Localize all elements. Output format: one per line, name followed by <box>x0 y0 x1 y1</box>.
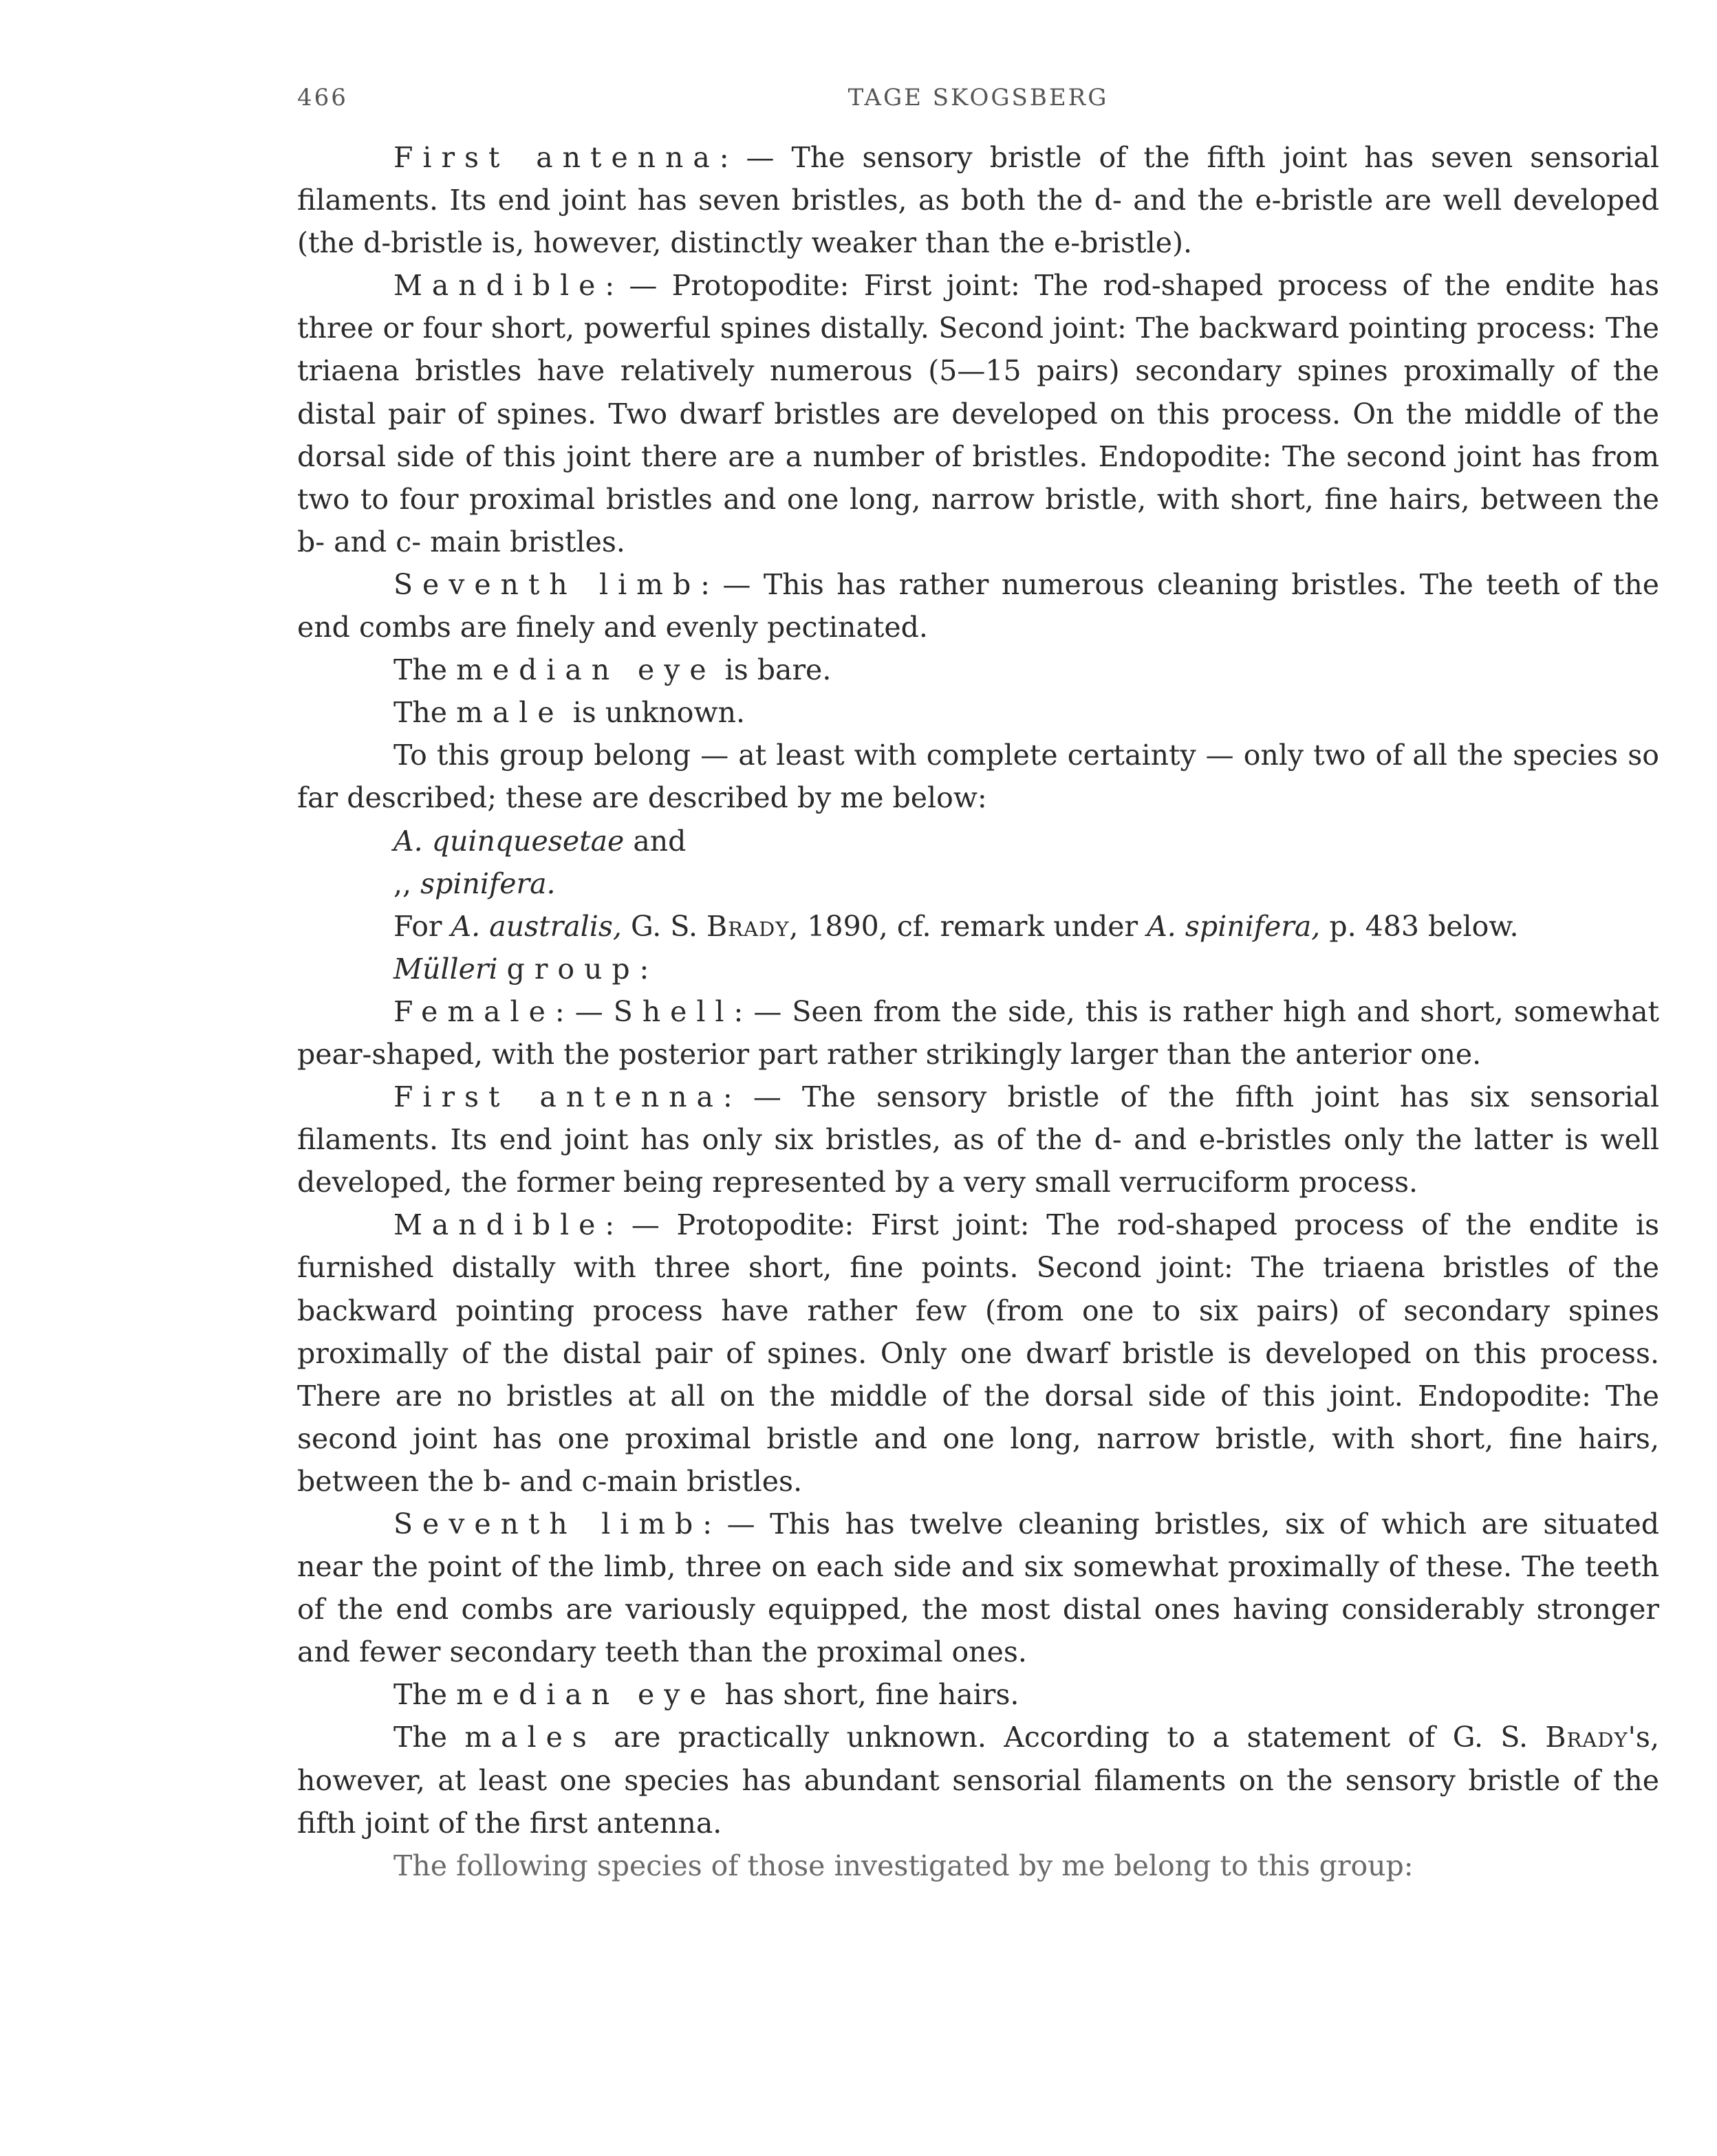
paragraph-female-shell <box>297 990 1659 1076</box>
paragraph-group-members <box>297 734 1659 819</box>
paragraph-median-eye <box>297 1673 1659 1716</box>
text-fragment: : — <box>554 994 614 1028</box>
genus-name: A. <box>1147 909 1176 943</box>
species-list-item <box>297 862 1659 905</box>
paragraph-males <box>297 1716 1659 1844</box>
section-term: Female <box>393 994 555 1028</box>
section-term: median eye <box>456 1678 716 1712</box>
text-fragment: p. 483 below. <box>1320 909 1519 943</box>
section-term: First antenna <box>393 141 720 174</box>
author-name: Brady <box>1545 1721 1628 1754</box>
section-term: Seventh limb <box>393 567 701 601</box>
text-fragment: The <box>393 653 457 687</box>
paragraph-seventh-limb <box>297 1503 1659 1673</box>
text-fragment: The <box>393 1678 457 1712</box>
author-name: Brady <box>706 909 790 943</box>
section-term: Shell <box>613 994 734 1028</box>
text-fragment: For <box>393 909 451 943</box>
text-fragment: is unknown. <box>563 696 746 730</box>
paragraph-text: : — The sensory bristle of the fifth joint has seven sensorial filaments. Its end joint has seven bristles, as both the d- and the e-bristle are well developed (the d-bristle is, however, distinctly weaker than the e-bristle). <box>297 141 1659 260</box>
page-number: 466 <box>297 84 348 111</box>
page-body <box>297 136 1659 1887</box>
section-term: group <box>506 952 640 986</box>
group-name: Mülleri <box>393 952 498 986</box>
text-fragment: : <box>639 952 649 986</box>
paragraph-text: : — This has rather numerous cleaning bristles. The teeth of the end combs are finely and evenly pectinated. <box>297 567 1659 644</box>
paragraph-text: : — This has twelve cleaning bristles, six of which are situated near the point of the limb, three on each side and six somewhat proximally of these. The teeth of the end combs are variously equipped, the most distal ones having considerably stronger and fewer secondary teeth than the proximal ones. <box>297 1507 1659 1669</box>
text-fragment: The <box>393 696 457 730</box>
section-term: First antenna <box>393 1080 723 1114</box>
section-term: median eye <box>456 653 716 687</box>
paragraph-text: : — Seen from the side, this is rather high and short, somewhat pear-shaped, with the posterior part rather strikingly larger than the anterior one. <box>297 994 1659 1071</box>
group-heading <box>297 948 1659 990</box>
paragraph-first-antenna <box>297 1076 1659 1204</box>
section-term: male <box>456 696 564 730</box>
text-fragment: G. S. <box>621 909 707 943</box>
paragraph-seventh-limb <box>297 563 1659 649</box>
paragraph-following-species <box>297 1844 1659 1887</box>
text-fragment: are practically unknown. According to a statement of G. S. <box>596 1721 1546 1754</box>
paragraph-male <box>297 691 1659 734</box>
species-name: australis, <box>489 909 622 943</box>
paragraph-median-eye <box>297 649 1659 691</box>
paragraph-australis-note <box>297 905 1659 948</box>
text-fragment: is bare. <box>715 653 832 687</box>
paragraph-text: The following species of those investigated by me belong to this group: <box>393 1849 1414 1882</box>
running-title: TAGE SKOGSBERG <box>847 84 1109 111</box>
text-fragment: The <box>393 1721 465 1754</box>
text-fragment: , 1890, cf. remark under <box>789 909 1147 943</box>
paragraph-text: To this group belong — at least with complete certainty — only two of all the species so far described; these are described by me below: <box>297 739 1659 815</box>
genus-name: A. <box>393 824 423 858</box>
species-name: spinifera. <box>420 867 556 900</box>
text-fragment: has short, fine hairs. <box>715 1678 1019 1712</box>
section-term: Seventh limb <box>393 1507 703 1540</box>
species-list-item <box>297 820 1659 862</box>
species-name: spinifera, <box>1185 909 1321 943</box>
ditto-mark: ,, <box>393 867 412 900</box>
paragraph-mandible <box>297 264 1659 563</box>
species-name: quinquesetae <box>431 824 625 858</box>
genus-name: A. <box>451 909 481 943</box>
section-term: Mandible <box>393 1208 605 1242</box>
text-fragment: and <box>624 824 687 858</box>
text-fragment: 's, however, at least one species has abundant sensorial filaments on the sensory bristle of the fifth joint of the first antenna. <box>297 1721 1659 1840</box>
paragraph-text: : — Protopodite: First joint: The rod-shaped process of the endite has three or four short, powerful spines distally. Second joint: The backward pointing process: The triaena bristles have relatively numerous (5—15 pairs) secondary spines proximally of the distal pair of spines. Two dwarf bristles are developed on this process. On the middle of the dorsal side of this joint there are a number of bristles. Endopodite: The second joint has from two to four proximal bristles and one long, narrow bristle, with short, fine hairs, between the b- and c- main bristles. <box>297 269 1659 558</box>
paragraph-first-antenna <box>297 136 1659 264</box>
section-term: Mandible <box>393 269 605 303</box>
paragraph-mandible <box>297 1204 1659 1503</box>
page-header <box>297 84 1659 118</box>
paragraph-text: : — Protopodite: First joint: The rod-shaped process of the endite is furnished distally with three short, fine points. Second joint: The triaena bristles of the backward pointing process have rather few (from one to six pairs) of secondary spines proximally of the distal pair of spines. Only one dwarf bristle is developed on this process. There are no bristles at all on the middle of the dorsal side of this joint. Endopodite: The second joint has one proximal bristle and one long, narrow bristle, with short, fine hairs, between the b- and c-main bristles. <box>297 1208 1659 1498</box>
paragraph-text: : — The sensory bristle of the fifth joint has six sensorial filaments. Its end joint has only six bristles, as of the d- and e-bristles only the latter is well developed, the former being represented by a very small verruciform process. <box>297 1080 1659 1199</box>
section-term: males <box>464 1721 596 1754</box>
